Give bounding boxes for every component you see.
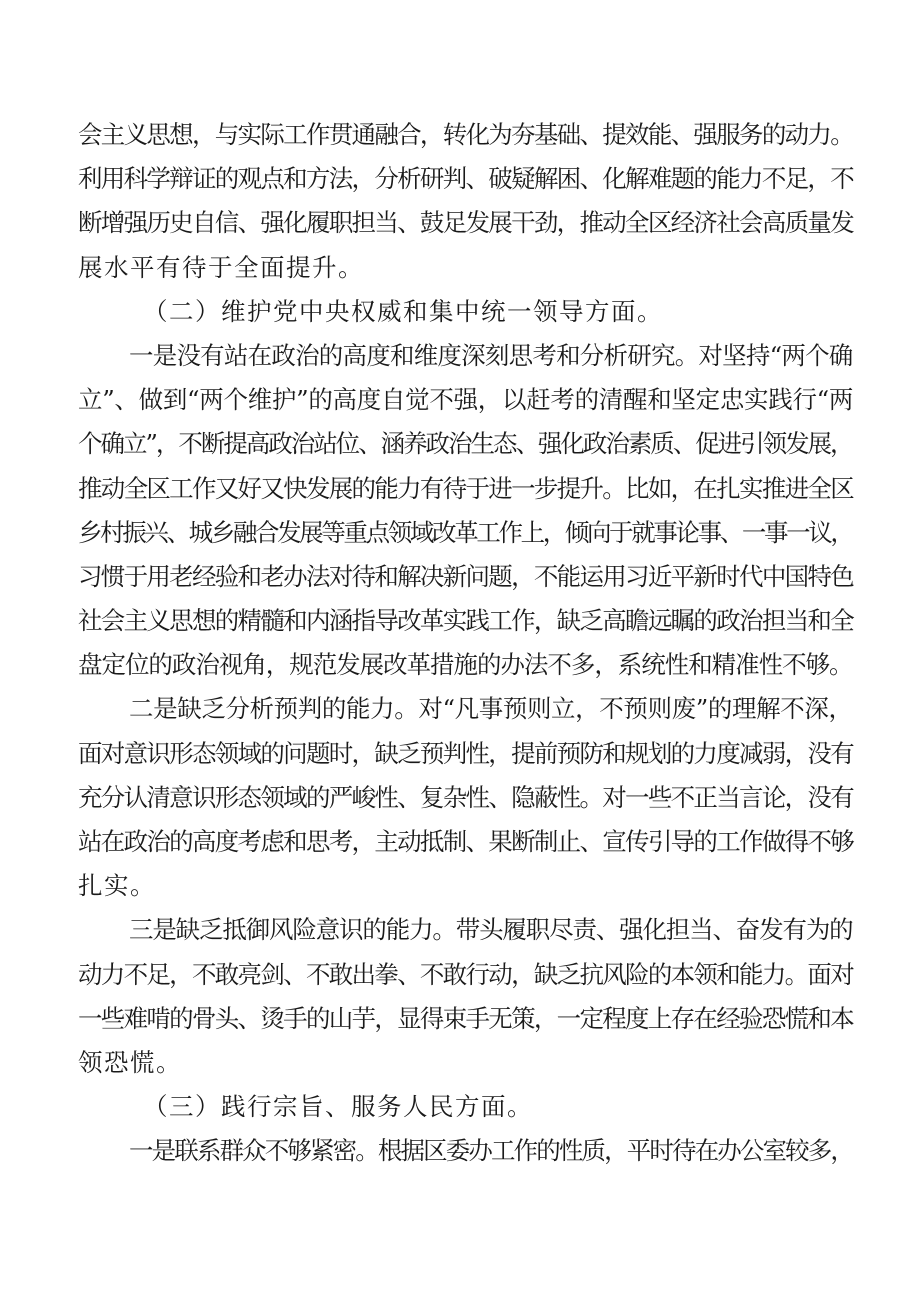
text-line: 利用科学辩证的观点和方法，分析研判、破疑解困、化解难题的能力不足，不 (78, 164, 853, 194)
text-line: 站在政治的高度考虑和思考，主动抵制、果断制止、宣传引导的工作做得不够 (78, 827, 853, 856)
text-line: 乡村振兴、城乡融合发展等重点领域改革工作上，倾向于就事论事、一事一议， (78, 517, 853, 547)
text-line: 扎实。 (78, 871, 156, 901)
text-line: 一些难啃的骨头、烫手的山芋，显得束手无策，一定程度上存在经验恐慌和本 (78, 1003, 853, 1033)
text-line: 二是缺乏分析预判的能力。对“凡事预则立，不预则废”的理解不深， (129, 694, 853, 724)
text-line: 推动全区工作又好又快发展的能力有待于进一步提升。比如，在扎实推进全区 (78, 473, 853, 503)
text-line: 习惯于用老经验和老办法对待和解决新问题，不能运用习近平新时代中国特色 (78, 561, 853, 591)
text-line: 会主义思想，与实际工作贯通融合，转化为夯基础、提效能、强服务的动力。 (78, 120, 853, 149)
text-line: 一是联系群众不够紧密。根据区委办工作的性质，平时待在办公室较多， (129, 1136, 853, 1166)
section-heading: （三）践行宗旨、服务人民方面。 (143, 1092, 533, 1122)
text-line: 盘定位的政治视角，规范发展改革措施的办法不多，系统性和精准性不够。 (78, 650, 853, 680)
text-line: 一是没有站在政治的高度和维度深刻思考和分析研究。对坚持“两个确 (129, 340, 853, 370)
text-line: 社会主义思想的精髓和内涵指导改革实践工作，缺乏高瞻远瞩的政治担当和全 (78, 606, 853, 636)
text-line: 展水平有待于全面提升。 (78, 252, 364, 282)
section-heading: （二）维护党中央权威和集中统一领导方面。 (143, 296, 663, 326)
document-page (78, 113, 853, 1174)
text-line: 立”、做到“两个维护”的高度自觉不强，以赶考的清醒和坚定忠实践行“两 (78, 385, 854, 415)
text-line: 断增强历史自信、强化履职担当、鼓足发展干劲，推动全区经济社会高质量发 (78, 208, 853, 238)
text-line: 充分认清意识形态领域的严峻性、复杂性、隐蔽性。对一些不正当言论，没有 (78, 782, 853, 812)
text-line: 面对意识形态领域的问题时，缺乏预判性，提前预防和规划的力度减弱，没有 (78, 738, 853, 768)
text-line: 个确立”，不断提高政治站位、涵养政治生态、强化政治素质、促进引领发展， (78, 429, 853, 459)
text-line: 动力不足，不敢亮剑、不敢出拳、不敢行动，缺乏抗风险的本领和能力。面对 (78, 959, 853, 989)
text-line: 领恐慌。 (78, 1047, 182, 1077)
text-line: 三是缺乏抵御风险意识的能力。带头履职尽责、强化担当、奋发有为的 (129, 915, 853, 945)
